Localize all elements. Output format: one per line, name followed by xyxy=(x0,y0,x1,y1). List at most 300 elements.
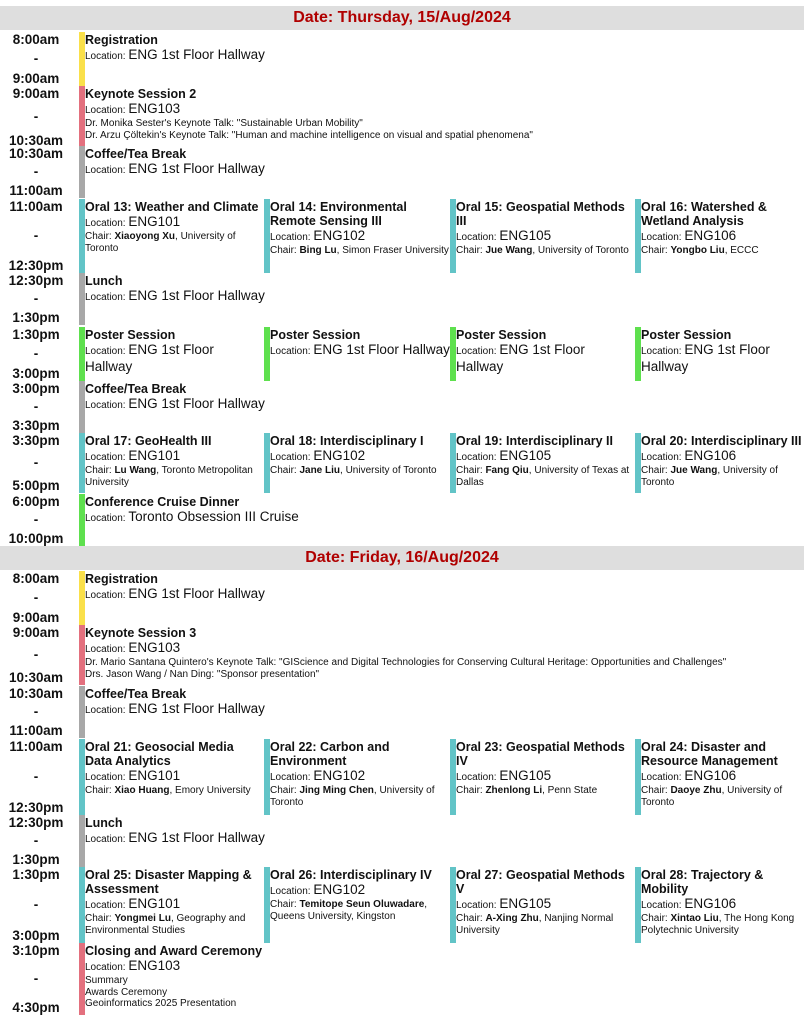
start-time: 3:00pm xyxy=(12,381,60,396)
start-time: 12:30pm xyxy=(8,273,64,288)
time-separator: - xyxy=(33,971,39,986)
session-cell xyxy=(79,32,804,86)
time-slot xyxy=(0,943,72,1015)
session-title: Oral 26: Interdisciplinary IV xyxy=(270,868,432,882)
session-cell xyxy=(79,943,804,1015)
session-color-bar xyxy=(79,32,85,86)
session-color-bar xyxy=(79,943,85,1015)
schedule-row xyxy=(0,625,804,685)
location-label: Location: xyxy=(270,452,314,463)
session-chair xyxy=(270,899,450,923)
schedule-row xyxy=(0,867,804,943)
location-label: Location: xyxy=(85,400,129,411)
session-chair xyxy=(456,785,635,797)
session-cell xyxy=(635,433,804,493)
location-label: Location: xyxy=(456,232,500,243)
chair-name: Yongbo Liu xyxy=(670,245,725,256)
location-label: Location: xyxy=(641,900,685,911)
chair-affiliation: , University of Toronto xyxy=(641,465,778,488)
chair-name: Fang Qiu xyxy=(485,465,529,476)
chair-label: Chair: xyxy=(456,913,486,924)
session-title: Closing and Award Ceremony xyxy=(85,944,263,958)
session-title: Oral 20: Interdisciplinary III xyxy=(641,434,802,448)
session-chair xyxy=(85,785,264,797)
location-label: Location: xyxy=(270,232,314,243)
location-label: Location: xyxy=(456,452,500,463)
session-color-bar xyxy=(264,739,270,815)
session-title: Lunch xyxy=(85,816,123,830)
session-color-bar xyxy=(264,327,270,381)
session-location xyxy=(85,640,804,657)
session-location xyxy=(85,958,804,975)
location-value: ENG 1st Floor Hallway xyxy=(128,586,265,601)
location-label: Location: xyxy=(270,346,314,357)
location-value: ENG 1st Floor Hallway xyxy=(641,342,770,374)
session-note: Summary xyxy=(85,975,128,986)
chair-name: Jing Ming Chen xyxy=(299,785,374,796)
session-title: Oral 27: Geospatial Methods V xyxy=(456,868,625,896)
session-title: Oral 16: Watershed & Wetland Analysis xyxy=(641,200,767,228)
location-value: ENG106 xyxy=(684,448,737,463)
location-label: Location: xyxy=(641,232,685,243)
end-time: 9:00am xyxy=(12,71,60,86)
location-value: ENG 1st Floor Hallway xyxy=(456,342,585,374)
session-chair xyxy=(456,465,635,489)
location-label: Location: xyxy=(270,772,314,783)
chair-label: Chair: xyxy=(456,465,486,476)
end-time: 11:00am xyxy=(9,723,63,738)
time-slot xyxy=(0,494,72,546)
session-title: Oral 19: Interdisciplinary II xyxy=(456,434,614,448)
session-title: Oral 17: GeoHealth III xyxy=(85,434,212,448)
session-chair xyxy=(85,231,264,255)
location-value: ENG105 xyxy=(499,896,552,911)
session-location xyxy=(85,768,264,785)
location-value: ENG102 xyxy=(313,448,366,463)
end-time: 1:30pm xyxy=(12,310,60,325)
time-slot xyxy=(0,381,72,433)
session-cell xyxy=(79,273,804,325)
location-value: ENG 1st Floor Hallway xyxy=(128,47,265,62)
schedule-row xyxy=(0,943,804,1015)
location-label: Location: xyxy=(641,452,685,463)
session-title: Registration xyxy=(85,33,158,47)
session-chair xyxy=(85,465,264,489)
time-separator: - xyxy=(33,704,39,719)
chair-name: Xiaoyong Xu xyxy=(114,231,176,242)
session-location xyxy=(85,288,804,305)
session-location xyxy=(641,342,804,376)
chair-affiliation: , University of Toronto xyxy=(641,785,783,808)
schedule-row xyxy=(0,433,804,493)
session-title: Oral 13: Weather and Climate xyxy=(85,200,259,214)
session-cell xyxy=(79,146,804,198)
session-color-bar xyxy=(635,739,641,815)
time-separator: - xyxy=(33,164,39,179)
time-slot xyxy=(0,739,72,815)
session-cell xyxy=(79,686,804,738)
chair-name: Jue Wang xyxy=(670,465,718,476)
session-location xyxy=(85,342,264,376)
location-label: Location: xyxy=(456,900,500,911)
session-cell xyxy=(450,739,635,815)
location-label: Location: xyxy=(85,452,129,463)
end-time: 10:30am xyxy=(8,670,64,685)
chair-label: Chair: xyxy=(641,785,671,796)
schedule-row xyxy=(0,327,804,381)
start-time: 8:00am xyxy=(12,571,60,586)
session-title: Oral 18: Interdisciplinary I xyxy=(270,434,424,448)
location-label: Location: xyxy=(85,644,129,655)
session-title: Lunch xyxy=(85,274,123,288)
location-value: ENG102 xyxy=(313,882,366,897)
session-title: Coffee/Tea Break xyxy=(85,147,187,161)
chair-label: Chair: xyxy=(85,913,115,924)
session-color-bar xyxy=(79,86,85,148)
session-location xyxy=(85,47,804,64)
session-location xyxy=(85,896,264,913)
session-title: Coffee/Tea Break xyxy=(85,382,187,396)
session-title: Poster Session xyxy=(456,328,547,342)
session-color-bar xyxy=(79,199,85,273)
location-label: Location: xyxy=(85,705,129,716)
session-color-bar xyxy=(450,867,456,943)
session-location xyxy=(270,342,450,359)
start-time: 12:30pm xyxy=(8,815,64,830)
time-slot xyxy=(0,867,72,943)
start-time: 10:30am xyxy=(8,146,64,161)
start-time: 10:30am xyxy=(8,686,64,701)
time-slot xyxy=(0,815,72,867)
location-value: ENG 1st Floor Hallway xyxy=(128,288,265,303)
session-color-bar xyxy=(450,199,456,273)
chair-affiliation: , Nanjing Normal University xyxy=(456,913,614,936)
session-location xyxy=(85,701,804,718)
location-value: ENG101 xyxy=(128,768,181,783)
location-value: ENG106 xyxy=(684,228,737,243)
location-label: Location: xyxy=(85,165,129,176)
session-cell xyxy=(264,867,450,943)
end-time: 9:00am xyxy=(12,610,60,625)
session-color-bar xyxy=(635,433,641,493)
start-time: 9:00am xyxy=(12,625,60,640)
chair-name: Yongmei Lu xyxy=(114,913,171,924)
session-location xyxy=(641,768,804,785)
location-value: ENG101 xyxy=(128,896,181,911)
start-time: 11:00am xyxy=(9,739,63,754)
session-location xyxy=(456,896,635,913)
session-title: Oral 15: Geospatial Methods III xyxy=(456,200,625,228)
session-title: Oral 22: Carbon and Environment xyxy=(270,740,390,768)
time-separator: - xyxy=(33,769,39,784)
chair-label: Chair: xyxy=(641,465,671,476)
location-label: Location: xyxy=(85,590,129,601)
location-value: ENG 1st Floor Hallway xyxy=(128,396,265,411)
time-separator: - xyxy=(33,512,39,527)
time-slot xyxy=(0,32,72,86)
chair-affiliation: , The Hong Kong Polytechnic University xyxy=(641,913,795,936)
chair-name: Xintao Liu xyxy=(670,913,719,924)
time-slot xyxy=(0,571,72,625)
end-time: 10:30am xyxy=(8,133,64,148)
time-slot xyxy=(0,199,72,273)
session-title: Coffee/Tea Break xyxy=(85,687,187,701)
session-title: Oral 21: Geosocial Media Data Analytics xyxy=(85,740,234,768)
chair-name: Temitope Seun Oluwadare xyxy=(299,899,425,910)
end-time: 10:00pm xyxy=(8,531,64,546)
session-cell xyxy=(450,199,635,273)
session-cell xyxy=(79,433,264,493)
session-color-bar xyxy=(635,867,641,943)
start-time: 1:30pm xyxy=(12,867,60,882)
start-time: 1:30pm xyxy=(12,327,60,342)
session-location xyxy=(270,228,450,245)
session-cell xyxy=(79,571,804,625)
chair-affiliation: , University of Texas at Dallas xyxy=(456,465,630,488)
session-color-bar xyxy=(79,146,85,198)
end-time: 3:00pm xyxy=(12,928,60,943)
session-cell xyxy=(79,494,804,546)
session-location xyxy=(85,214,264,231)
time-separator: - xyxy=(33,346,39,361)
session-color-bar xyxy=(450,739,456,815)
location-value: ENG106 xyxy=(684,896,737,911)
location-value: ENG105 xyxy=(499,228,552,243)
session-color-bar xyxy=(79,867,85,943)
chair-name: Zhenlong Li xyxy=(485,785,543,796)
session-location xyxy=(85,509,804,526)
location-value: ENG102 xyxy=(313,768,366,783)
session-chair xyxy=(85,913,264,937)
end-time: 12:30pm xyxy=(8,800,64,815)
chair-label: Chair: xyxy=(270,465,300,476)
session-color-bar xyxy=(79,815,85,867)
chair-label: Chair: xyxy=(85,465,115,476)
session-cell xyxy=(79,199,264,273)
session-location xyxy=(85,161,804,178)
chair-affiliation: , University of Toronto xyxy=(270,785,435,808)
time-separator: - xyxy=(33,833,39,848)
session-title: Oral 23: Geospatial Methods IV xyxy=(456,740,625,768)
session-note: Dr. Monika Sester's Keynote Talk: "Sustainable Urban Mobility" xyxy=(85,118,363,129)
session-cell xyxy=(450,433,635,493)
session-chair xyxy=(270,245,450,257)
location-label: Location: xyxy=(641,772,685,783)
time-separator: - xyxy=(33,647,39,662)
session-cell xyxy=(79,625,804,685)
session-location xyxy=(641,228,804,245)
session-title: Conference Cruise Dinner xyxy=(85,495,240,509)
schedule-row xyxy=(0,32,804,86)
chair-name: Daoye Zhu xyxy=(670,785,722,796)
chair-label: Chair: xyxy=(456,785,486,796)
session-title: Oral 28: Trajectory & Mobility xyxy=(641,868,764,896)
session-title: Poster Session xyxy=(270,328,361,342)
location-value: ENG 1st Floor Hallway xyxy=(85,342,214,374)
session-chair xyxy=(641,913,804,937)
session-location xyxy=(85,396,804,413)
session-location xyxy=(641,448,804,465)
session-cell xyxy=(450,867,635,943)
schedule-row xyxy=(0,146,804,198)
session-location xyxy=(456,768,635,785)
session-location xyxy=(456,342,635,376)
time-slot xyxy=(0,625,72,685)
chair-label: Chair: xyxy=(456,245,486,256)
chair-affiliation: , University of Toronto xyxy=(340,465,437,476)
session-note: Awards Ceremony xyxy=(85,986,168,998)
location-label: Location: xyxy=(456,772,500,783)
location-label: Location: xyxy=(85,292,129,303)
chair-label: Chair: xyxy=(270,899,300,910)
session-color-bar xyxy=(635,327,641,381)
location-value: ENG 1st Floor Hallway xyxy=(128,161,265,176)
session-cell xyxy=(79,739,264,815)
session-note: Geoinformatics 2025 Presentation xyxy=(85,998,237,1009)
session-location xyxy=(456,448,635,465)
time-slot xyxy=(0,686,72,738)
location-value: ENG 1st Floor Hallway xyxy=(128,701,265,716)
session-location xyxy=(456,228,635,245)
schedule-row xyxy=(0,739,804,815)
chair-affiliation: , University of Toronto xyxy=(532,245,629,256)
session-location xyxy=(85,101,804,118)
session-title: Poster Session xyxy=(641,328,732,342)
time-separator: - xyxy=(33,590,39,605)
location-label: Location: xyxy=(85,962,129,973)
session-location xyxy=(270,448,450,465)
session-cell xyxy=(635,199,804,273)
session-color-bar xyxy=(79,494,85,546)
start-time: 6:00pm xyxy=(12,494,60,509)
session-cell xyxy=(79,815,804,867)
time-separator: - xyxy=(33,51,39,66)
location-label: Location: xyxy=(641,346,685,357)
location-label: Location: xyxy=(85,900,129,911)
chair-name: A-Xing Zhu xyxy=(485,913,539,924)
chair-label: Chair: xyxy=(85,785,115,796)
start-time: 11:00am xyxy=(9,199,63,214)
location-label: Location: xyxy=(85,51,129,62)
day-header: Date: Friday, 16/Aug/2024 xyxy=(0,546,804,570)
session-color-bar xyxy=(450,433,456,493)
session-chair xyxy=(456,913,635,937)
session-color-bar xyxy=(264,867,270,943)
location-value: Toronto Obsession III Cruise xyxy=(128,509,299,524)
day-header: Date: Thursday, 15/Aug/2024 xyxy=(0,6,804,30)
location-value: ENG101 xyxy=(128,214,181,229)
time-separator: - xyxy=(33,291,39,306)
session-color-bar xyxy=(79,273,85,325)
session-location xyxy=(85,830,804,847)
location-value: ENG101 xyxy=(128,448,181,463)
location-label: Location: xyxy=(85,834,129,845)
location-label: Location: xyxy=(270,886,314,897)
session-cell xyxy=(450,327,635,381)
schedule-row xyxy=(0,199,804,273)
session-cell xyxy=(635,739,804,815)
session-location xyxy=(85,586,804,603)
session-color-bar xyxy=(79,686,85,738)
session-title: Registration xyxy=(85,572,158,586)
location-value: ENG102 xyxy=(313,228,366,243)
session-title: Oral 25: Disaster Mapping & Assessment xyxy=(85,868,252,896)
chair-name: Xiao Huang xyxy=(114,785,170,796)
location-label: Location: xyxy=(85,346,129,357)
time-separator: - xyxy=(33,109,39,124)
schedule-row xyxy=(0,273,804,325)
session-cell xyxy=(264,327,450,381)
location-label: Location: xyxy=(85,218,129,229)
session-location xyxy=(85,448,264,465)
session-note: Dr. Mario Santana Quintero's Keynote Talk: "GIScience and Digital Technologies for Conserving Cultural Heritage: Opportunities and Challenges" xyxy=(85,657,727,668)
time-slot xyxy=(0,327,72,381)
session-chair xyxy=(641,245,804,257)
time-separator: - xyxy=(33,399,39,414)
end-time: 4:30pm xyxy=(12,1000,60,1015)
chair-label: Chair: xyxy=(270,245,300,256)
session-location xyxy=(641,896,804,913)
start-time: 9:00am xyxy=(12,86,60,101)
location-label: Location: xyxy=(85,513,129,524)
session-cell xyxy=(264,433,450,493)
session-cell xyxy=(635,327,804,381)
location-value: ENG105 xyxy=(499,448,552,463)
time-slot xyxy=(0,433,72,493)
location-label: Location: xyxy=(456,346,500,357)
session-color-bar xyxy=(79,327,85,381)
time-separator: - xyxy=(33,897,39,912)
session-title: Keynote Session 3 xyxy=(85,626,197,640)
location-value: ENG103 xyxy=(128,101,181,116)
session-color-bar xyxy=(79,381,85,433)
session-title: Oral 24: Disaster and Resource Management xyxy=(641,740,778,768)
end-time: 5:00pm xyxy=(12,478,60,493)
time-slot xyxy=(0,146,72,198)
end-time: 11:00am xyxy=(9,183,63,198)
chair-affiliation: , Toronto Metropolitan University xyxy=(85,465,253,488)
session-color-bar xyxy=(79,625,85,685)
chair-name: Jue Wang xyxy=(485,245,533,256)
session-cell xyxy=(79,327,264,381)
location-value: ENG 1st Floor Hallway xyxy=(128,830,265,845)
chair-affiliation: , Penn State xyxy=(542,785,598,796)
session-chair xyxy=(270,785,450,809)
time-slot xyxy=(0,273,72,325)
chair-label: Chair: xyxy=(641,913,671,924)
schedule-row xyxy=(0,815,804,867)
location-value: ENG105 xyxy=(499,768,552,783)
session-location xyxy=(270,882,450,899)
session-color-bar xyxy=(264,199,270,273)
session-note: Dr. Arzu Çöltekin's Keynote Talk: "Human and machine intelligence on visual and spatial phenomena" xyxy=(85,129,533,141)
location-value: ENG103 xyxy=(128,640,181,655)
session-cell xyxy=(264,739,450,815)
session-color-bar xyxy=(79,739,85,815)
chair-label: Chair: xyxy=(641,245,671,256)
start-time: 8:00am xyxy=(12,32,60,47)
location-value: ENG106 xyxy=(684,768,737,783)
session-cell xyxy=(264,199,450,273)
session-color-bar xyxy=(79,433,85,493)
schedule-row xyxy=(0,86,804,148)
session-title: Oral 14: Environmental Remote Sensing III xyxy=(270,200,407,228)
session-cell xyxy=(79,86,804,148)
end-time: 1:30pm xyxy=(12,852,60,867)
session-chair xyxy=(641,465,804,489)
start-time: 3:10pm xyxy=(12,943,60,958)
chair-affiliation: , Queens University, Kingston xyxy=(270,899,428,922)
